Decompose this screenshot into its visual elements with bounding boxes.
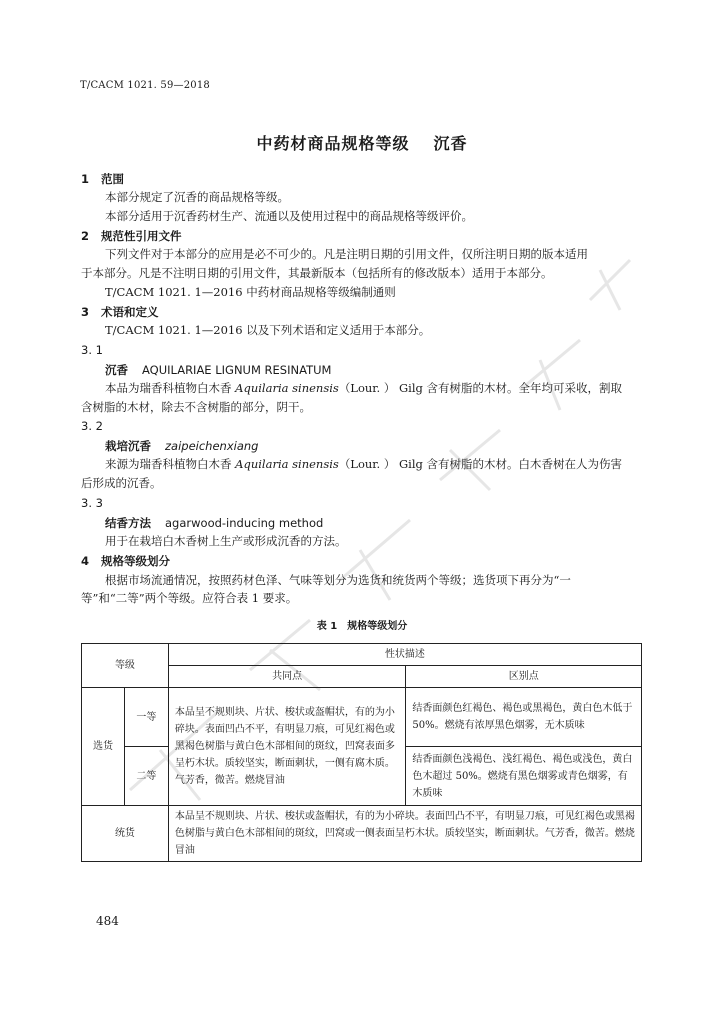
section-1-para-1: 本部分规定了沉香的商品规格等级。 (105, 190, 289, 204)
cell-grade-2: 二等 (124, 747, 168, 806)
term-3-2-def-b: （Lour. ） Gilg 含有树脂的木材。白木香树在人为伤害 (338, 457, 623, 471)
cell-diff-grade-1: 结香面颜色红褐色、褐色或黑褐色，黄白色木低于 50%。燃烧有浓厚黑色烟雾，无木质味 (406, 688, 642, 747)
section-2-para-line-2: 于本部分。凡是不注明日期的引用文件，其最新版本（包括所有的修改版本）适用于本部分。 (81, 266, 553, 280)
term-3-1-scientific-name: Aquilaria sinensis (235, 381, 339, 395)
title-main: 中药材商品规格等级 (256, 134, 410, 153)
cell-common-xuanhuo: 本品呈不规则块、片状、梭状或盔帽状，有的为小碎块。表面凹凸不平，有明显刀痕，可见红褐色或黑褐色树脂与黄白色木部相间的斑纹，凹窝表面多呈朽木状。质较坚实，断面刺状，一侧有腐木质。气芳香，微苦。燃烧冒油 (168, 688, 406, 806)
term-3-1-en: AQUILARIAE LIGNUM RESINATUM (142, 363, 332, 377)
section-4-number: 4 (81, 554, 90, 568)
cell-diff-grade-2: 结香面颜色浅褐色、浅红褐色、褐色或浅色，黄白色木超过 50%。燃烧有黑色烟雾或青色烟雾，有木质味 (406, 747, 642, 806)
section-3-intro: T/CACM 1021. 1—2016 以及下列术语和定义适用于本部分。 (105, 323, 431, 337)
table-caption (0, 617, 724, 632)
term-3-1-def-line-2: 含树脂的木材，除去不含树脂的部分，阴干。 (81, 400, 311, 414)
cell-grade-1: 一等 (124, 688, 168, 747)
normative-reference: T/CACM 1021. 1—2016 中药材商品规格等级编制通则 (105, 285, 396, 299)
term-3-2-scientific-name: Aquilaria sinensis (235, 457, 339, 471)
header-common: 共同点 (168, 666, 406, 688)
term-3-2-en: zaipeichenxiang (165, 439, 259, 453)
section-3-title: 术语和定义 (101, 305, 159, 319)
section-1-heading (81, 171, 124, 187)
term-3-2-number: 3. 2 (81, 419, 103, 433)
table-header-row-1 (82, 644, 642, 666)
term-3-1-def-line-1 (105, 380, 622, 397)
section-4-para-line-1: 根据市场流通情况，按照药材色泽、气味等划分为选货和统货两个等级；选货项下再分为“一 (105, 573, 571, 587)
term-3-1-def-a: 本品为瑞香科植物白木香 (105, 381, 236, 395)
term-3-3-definition: 用于在栽培白木香树上生产或形成沉香的方法。 (105, 534, 347, 548)
section-4-para-line-2: 等”和“二等”两个等级。应符合表 1 要求。 (81, 591, 298, 605)
section-1-para-2: 本部分适用于沉香药材生产、流通以及使用过程中的商品规格等级评价。 (105, 209, 473, 223)
table-row-grade-1 (82, 688, 642, 747)
section-4-heading (81, 553, 170, 569)
term-3-1-number: 3. 1 (81, 343, 103, 357)
title-sub: 沉香 (433, 134, 468, 153)
section-3-heading (81, 304, 159, 320)
grade-table (81, 643, 642, 862)
standard-number: T/CACM 1021. 59—2018 (80, 80, 210, 91)
term-3-3-title (105, 515, 323, 531)
cell-tonghuo-desc: 本品呈不规则块、片状、梭状或盔帽状，有的为小碎块。表面凹凸不平，有明显刀痕，可见红褐色或黑褐色树脂与黄白色木部相间的斑纹，凹窝或一侧表面呈朽木状。质较坚实，断面刺状。气芳香，微苦。燃烧冒油 (168, 806, 641, 862)
term-3-2-def-a: 来源为瑞香科植物白木香 (105, 457, 236, 471)
page-title (0, 131, 724, 154)
term-3-2-def-line-2: 后形成的沉香。 (81, 476, 162, 490)
section-2-title: 规范性引用文件 (101, 229, 182, 243)
term-3-1-def-b: （Lour. ） Gilg 含有树脂的木材。全年均可采收，割取 (338, 381, 623, 395)
term-3-2-def-line-1 (105, 456, 622, 473)
section-2-heading (81, 228, 182, 244)
header-traits: 性状描述 (168, 644, 641, 666)
table-caption-number: 表 1 (316, 621, 338, 632)
section-2-number: 2 (81, 229, 90, 243)
section-1-title: 范围 (101, 172, 125, 186)
cell-tonghuo: 统货 (82, 806, 169, 862)
term-3-3-number: 3. 3 (81, 496, 103, 510)
term-3-3-zh: 结香方法 (105, 516, 151, 530)
term-3-2-zh: 栽培沉香 (105, 439, 151, 453)
section-3-number: 3 (81, 305, 90, 319)
term-3-1-zh: 沉香 (105, 363, 128, 377)
header-grade: 等级 (82, 644, 169, 688)
section-4-title: 规格等级划分 (101, 554, 171, 568)
header-diff: 区别点 (406, 666, 642, 688)
term-3-3-en: agarwood-inducing method (165, 516, 324, 530)
table-caption-title: 规格等级划分 (347, 621, 408, 632)
table-row-tonghuo (82, 806, 642, 862)
section-1-number: 1 (81, 172, 90, 186)
term-3-2-title (105, 438, 258, 454)
section-2-para-line-1: 下列文件对于本部分的应用是必不可少的。凡是注明日期的引用文件，仅所注明日期的版本适用 (105, 247, 588, 261)
cell-xuanhuo: 选货 (82, 688, 125, 806)
term-3-1-title (105, 362, 331, 378)
page-number: 484 (96, 914, 119, 928)
